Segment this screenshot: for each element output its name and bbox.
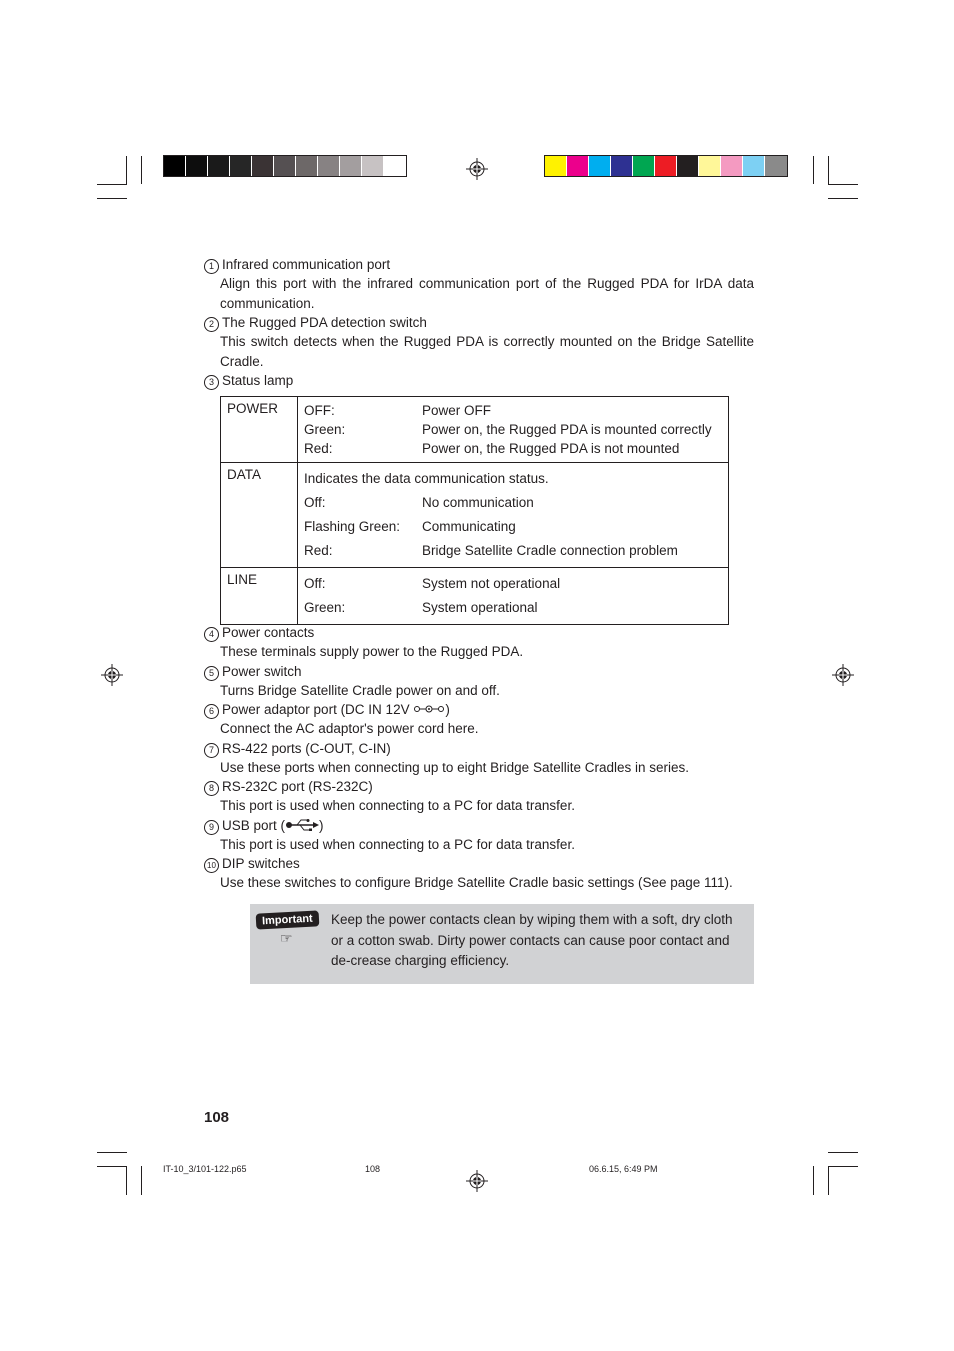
registration-mark-icon bbox=[101, 664, 123, 686]
table-row bbox=[221, 568, 729, 625]
color-swatch bbox=[765, 156, 787, 176]
item-title: 5 Power switch bbox=[204, 662, 754, 681]
footer-file: IT-10_3/101-122.p65 bbox=[163, 1164, 247, 1174]
item-description: Turns Bridge Satellite Cradle power on and off. bbox=[220, 683, 500, 698]
pointing-hand-icon: ☞ bbox=[280, 930, 293, 946]
item-number: 3 bbox=[204, 375, 219, 390]
crop-mark bbox=[828, 1166, 858, 1167]
usb-icon bbox=[285, 819, 319, 831]
color-swatch bbox=[589, 156, 611, 176]
table-row bbox=[221, 463, 729, 568]
item-title: 3 Status lamp bbox=[204, 371, 754, 390]
item-title: 10 DIP switches bbox=[204, 854, 754, 873]
footer-page: 108 bbox=[365, 1164, 381, 1174]
important-note bbox=[250, 904, 754, 984]
color-swatch bbox=[611, 156, 633, 176]
gray-color-bar bbox=[163, 155, 407, 177]
color-swatch bbox=[208, 156, 230, 176]
item-number: 10 bbox=[204, 858, 219, 873]
table-cell-values: OFF: Power OFF Green: Power on, the Rugged PDA is mounted correctly Red: Power on, the Rugged PDA is not mounted bbox=[298, 397, 729, 463]
crop-mark bbox=[97, 1152, 127, 1153]
table-row bbox=[221, 397, 729, 463]
crop-mark bbox=[141, 1166, 142, 1195]
crop-mark bbox=[828, 156, 829, 184]
color-swatch bbox=[384, 156, 406, 176]
page-number: 108 bbox=[204, 1109, 230, 1126]
registration-mark-icon bbox=[466, 158, 488, 180]
crop-mark bbox=[97, 198, 127, 199]
note-text: Keep the power contacts clean by wiping them with a soft, dry cloth or a cotton swab. Dirty power contacts can cause poor contact and de-crease charging efficiency. bbox=[331, 912, 733, 968]
item-number: 1 bbox=[204, 259, 219, 274]
color-swatch bbox=[677, 156, 699, 176]
item-description: Use these switches to configure Bridge Satellite Cradle basic settings (See page 111). bbox=[220, 875, 733, 890]
item-number: 9 bbox=[204, 820, 219, 835]
item-title: 1 Infrared communication port bbox=[204, 255, 754, 274]
crop-mark bbox=[126, 156, 127, 184]
item-description: This port is used when connecting to a PC for data transfer. bbox=[220, 837, 575, 852]
table-cell-key: LINE bbox=[221, 568, 298, 625]
color-swatch bbox=[633, 156, 655, 176]
registration-mark-icon bbox=[466, 1170, 488, 1192]
color-swatch bbox=[721, 156, 743, 176]
item-description: Connect the AC adaptor's power cord here. bbox=[220, 721, 479, 736]
item-number: 7 bbox=[204, 743, 219, 758]
table-cell-values: Off: System not operational Green: System operational bbox=[298, 568, 729, 625]
status-lamp-table bbox=[220, 396, 729, 625]
item-number: 5 bbox=[204, 666, 219, 681]
important-badge: Important bbox=[256, 910, 319, 929]
color-swatch bbox=[274, 156, 296, 176]
color-swatch bbox=[252, 156, 274, 176]
table-cell-values: Indicates the data communication status. Off: No communication Flashing Green: Communicating Red: Bridge Satellite Cradle connection problem bbox=[298, 463, 729, 568]
crop-mark bbox=[813, 1166, 814, 1195]
item-description: Use these ports when connecting up to eight Bridge Satellite Cradles in series. bbox=[220, 760, 690, 775]
table-cell-key: DATA bbox=[221, 463, 298, 568]
crop-mark bbox=[126, 1166, 127, 1195]
crop-mark bbox=[828, 1166, 829, 1195]
table-cell-key: POWER bbox=[221, 397, 298, 463]
footer-date: 06.6.15, 6:49 PM bbox=[589, 1164, 658, 1174]
crop-mark bbox=[828, 184, 858, 185]
color-swatch bbox=[567, 156, 589, 176]
item-description: Align this port with the infrared communication port of the Rugged PDA for IrDA data communication. bbox=[220, 276, 754, 311]
item-title: 6 Power adaptor port (DC IN 12V ) bbox=[204, 700, 754, 719]
crop-mark bbox=[828, 1152, 858, 1153]
color-swatch bbox=[362, 156, 384, 176]
color-swatch bbox=[164, 156, 186, 176]
item-title: 4 Power contacts bbox=[204, 623, 754, 642]
crop-mark bbox=[813, 156, 814, 184]
color-swatch bbox=[743, 156, 765, 176]
process-color-bar bbox=[544, 155, 788, 177]
registration-mark-icon bbox=[832, 664, 854, 686]
color-swatch bbox=[230, 156, 252, 176]
color-swatch bbox=[186, 156, 208, 176]
crop-mark bbox=[97, 1166, 127, 1167]
item-number: 4 bbox=[204, 627, 219, 642]
color-swatch bbox=[655, 156, 677, 176]
item-title: 2 The Rugged PDA detection switch bbox=[204, 313, 754, 332]
item-number: 6 bbox=[204, 704, 219, 719]
item-title: 7 RS-422 ports (C-OUT, C-IN) bbox=[204, 739, 754, 758]
item-title: 9 USB port ( ) bbox=[204, 816, 754, 835]
crop-mark bbox=[97, 184, 127, 185]
item-description: These terminals supply power to the Rugged PDA. bbox=[220, 644, 524, 659]
crop-mark bbox=[828, 198, 858, 199]
item-title: 8 RS-232C port (RS-232C) bbox=[204, 777, 754, 796]
item-description: This port is used when connecting to a PC for data transfer. bbox=[220, 798, 575, 813]
color-swatch bbox=[296, 156, 318, 176]
item-description: This switch detects when the Rugged PDA is correctly mounted on the Bridge Satellite Cradle. bbox=[220, 334, 754, 369]
crop-mark bbox=[141, 156, 142, 184]
color-swatch bbox=[545, 156, 567, 176]
color-swatch bbox=[318, 156, 340, 176]
item-number: 2 bbox=[204, 317, 219, 332]
dc-polarity-icon bbox=[413, 704, 445, 714]
item-number: 8 bbox=[204, 781, 219, 796]
color-swatch bbox=[340, 156, 362, 176]
color-swatch bbox=[699, 156, 721, 176]
